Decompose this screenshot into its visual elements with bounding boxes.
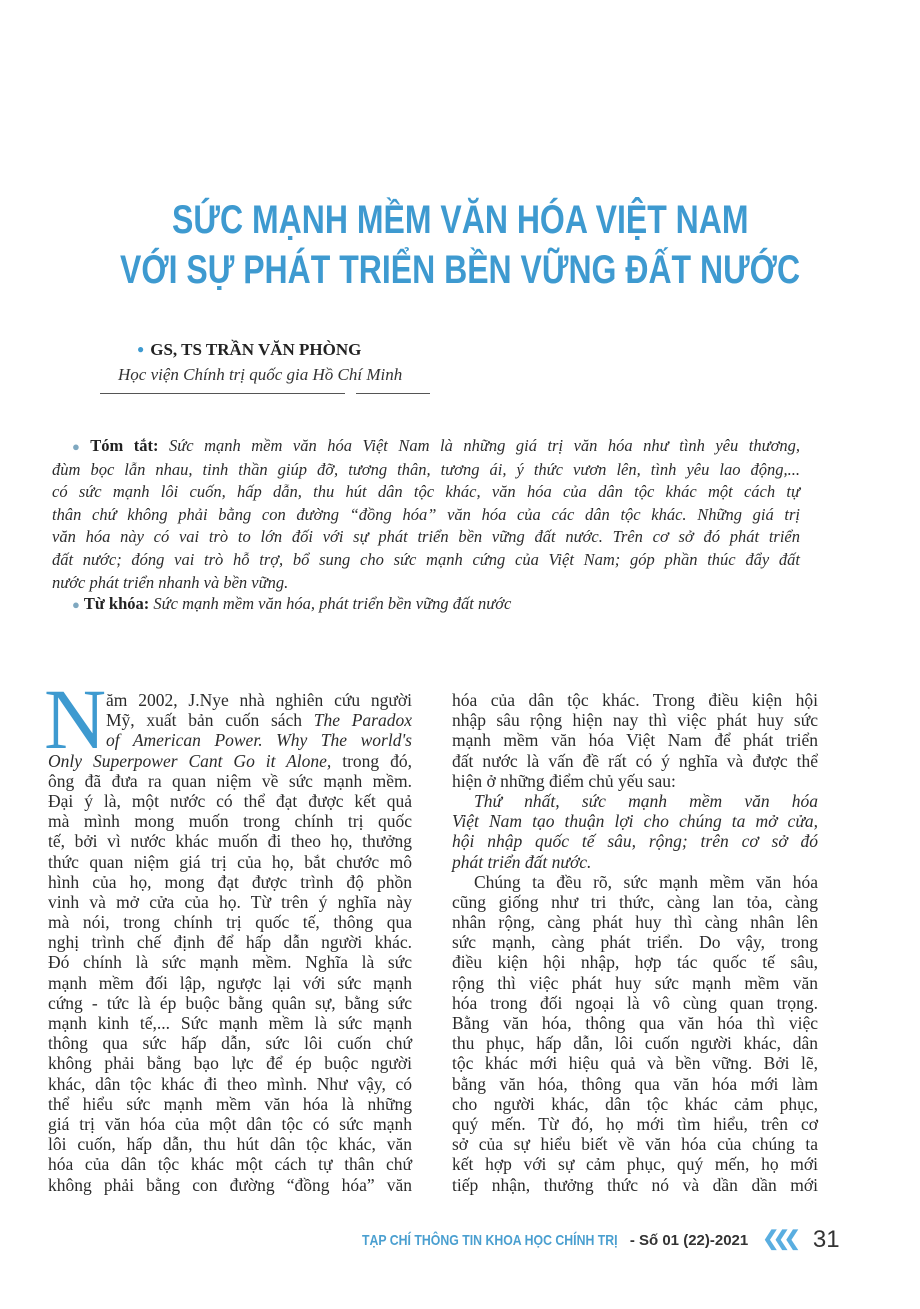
body-text: Chúng ta đều rõ, sức mạnh mềm văn hóa [474, 871, 818, 892]
body-line [48, 690, 412, 710]
body-text: Bằng văn hóa, thông qua văn hóa thì việc [452, 1013, 818, 1033]
body-text: of American Power. Why The world's [106, 730, 412, 751]
title-text: VỚI SỰ PHÁT TRIỂN BỀN VỮNG ĐẤT NƯỚC [119, 248, 801, 292]
body-right-column [452, 690, 818, 1195]
body-text: Đại ý là, một nước có thể đạt được kết quả [48, 790, 412, 811]
body-text: tiếp nhận, thưởng thức nó và dần dần mới [452, 1174, 818, 1195]
body-line [452, 710, 818, 730]
abstract-text: thân chứ không phải bằng con đường “đồng hóa” văn hóa của các dân tộc khác. Những giá trị [52, 504, 800, 524]
body-line [452, 1053, 818, 1073]
chevron-left-icon: ❮❮❮ [762, 1228, 795, 1250]
abstract-text: có sức mạnh lôi cuốn, hấp dẫn, thu hút dân tộc khác, văn hóa của dân tộc khác một cách tự [52, 482, 800, 502]
body-line [48, 1154, 412, 1174]
body-line [48, 1175, 412, 1195]
body-text: mạnh mềm đối lập, ngược lại với sức mạnh [48, 972, 412, 993]
bullet-icon: ● [137, 342, 145, 356]
abstract-line [52, 459, 800, 482]
body-text: nhập sâu rộng hiện nay thì việc phát huy sức [452, 710, 818, 731]
abstract-text: Sức mạnh mềm văn hóa Việt Nam là những giá trị văn hóa như tình yêu thương, [169, 436, 800, 455]
body-text: Only Superpower Cant Go it Alone, [48, 750, 332, 771]
body-text: thông qua sức hấp dẫn, sức lôi cuốn chứ [48, 1033, 412, 1054]
abstract-line [52, 572, 800, 595]
body-text: hiện ở những điểm chủ yếu sau: [452, 770, 676, 791]
body-line [452, 872, 818, 892]
author-name [137, 340, 361, 360]
body-line [48, 973, 412, 993]
body-line [48, 1053, 412, 1073]
body-text: Đó chính là sức mạnh mềm. Nghĩa là sức [48, 952, 412, 973]
body-text: mạnh mềm văn hóa Việt Nam để phát triển [452, 730, 818, 751]
body-line [48, 791, 412, 811]
abstract-line [52, 526, 800, 549]
body-text: cứng - tức là ép buộc bằng quân sự, bằng sức [48, 992, 412, 1013]
body-line [452, 1154, 818, 1174]
body-line [48, 1134, 412, 1154]
body-text: đất nước là vấn đề rất có ý nghĩa và được thể [452, 750, 818, 771]
body-text: vinh và mở cửa của họ. Từ trên ý nghĩa này [48, 891, 412, 912]
body-line [452, 973, 818, 993]
body-text: hóa của dân tộc khác. Trong điều kiện hội [452, 690, 818, 710]
body-line [452, 751, 818, 771]
body-line [48, 831, 412, 851]
body-line [48, 1033, 412, 1053]
body-line [48, 1074, 412, 1094]
body-line [48, 892, 412, 912]
title-text: SỨC MẠNH MỀM VĂN HÓA VIỆT NAM [171, 198, 749, 242]
body-line [452, 993, 818, 1013]
drop-cap: N [44, 671, 107, 767]
body-text: bằng văn hóa, thông qua văn hóa mới làm [452, 1073, 818, 1094]
issue-number: - Số 01 (22)-2021 [629, 1232, 749, 1249]
body-line [48, 751, 412, 771]
body-line [452, 1074, 818, 1094]
body-text: không phải bằng con đường “đồng hóa” văn [48, 1174, 412, 1195]
body-line [48, 1114, 412, 1134]
body-text: Mỹ, xuất bản cuốn sách [106, 710, 314, 731]
body-text: giá trị văn hóa của một dân tộc có sức mạnh [48, 1113, 412, 1134]
abstract-line [52, 435, 800, 459]
body-line [48, 771, 412, 791]
page-footer [362, 1226, 840, 1254]
body-line [452, 1013, 818, 1033]
body-text: sức mạnh, càng phát triển. Do vậy, trong [452, 932, 818, 953]
abstract-text: đất nước; đóng vai trò hỗ trợ, bổ sung cho sức mạnh cứng của Việt Nam; góp phần thúc đẩy đất [52, 549, 800, 569]
body-text: tộc khác mới hiệu quả và bền vững. Bởi lẽ, [452, 1053, 818, 1074]
author-affiliation: Học viện Chính trị quốc gia Hồ Chí Minh [118, 365, 403, 384]
abstract-line [52, 504, 800, 527]
body-text: lôi cuốn, hấp dẫn, thu hút dân tộc khác, văn [48, 1134, 412, 1155]
abstract-text: đùm bọc lẫn nhau, tinh thần giúp đỡ, tương thân, tương ái, ý thức vươn lên, tình yêu lao động,... [52, 459, 800, 479]
body-text: ông đã đưa ra quan niệm về sức mạnh mềm. [48, 770, 412, 791]
body-text: phát triển đất nước. [452, 851, 592, 872]
body-line [48, 912, 412, 932]
body-text: mà nói, trong chính trị quốc tế, thông qua [48, 912, 412, 933]
body-line [48, 1094, 412, 1114]
body-line [452, 932, 818, 952]
body-text: hóa trong đối ngoại là vô cùng quan trọng. [452, 992, 818, 1013]
body-text: mạnh kinh tế,... Sức mạnh mềm là sức mạnh [48, 1013, 412, 1033]
body-text: cũng giống như tri thức, càng lan tỏa, càng [452, 891, 818, 912]
divider [100, 393, 345, 394]
body-text: không phải bằng bạo lực để ép buộc người [48, 1053, 412, 1074]
body-line [452, 771, 818, 791]
body-line [452, 791, 818, 811]
body-line [48, 852, 412, 872]
body-line [452, 952, 818, 972]
body-text: Việt Nam tạo thuận lợi cho chúng ta mở cửa, [452, 811, 818, 832]
author-name-text: GS, TS TRẦN VĂN PHÒNG [150, 340, 362, 359]
abstract-line [52, 481, 800, 504]
keywords-text: Sức mạnh mềm văn hóa, phát triển bền vững đất nước [153, 594, 512, 613]
body-line [452, 1033, 818, 1053]
keywords-label: Từ khóa: [83, 594, 150, 613]
keywords-line [52, 593, 800, 617]
body-left-column [48, 690, 412, 1195]
body-text: nhân rộng, càng phát huy thì càng nhân lên [452, 912, 818, 933]
body-text: điều kiện hội nhập, hợp tác quốc tế sâu, [452, 952, 818, 973]
body-text: hội nhập quốc tế sâu, rộng; trên cơ sở đó [452, 831, 818, 852]
body-text: thể hiểu sức mạnh mềm văn hóa là những [48, 1093, 412, 1114]
abstract-text: văn hóa này có vai trò to lớn đối với sự phát triển bền vững đất nước. Trên cơ sở đó phát triển [52, 527, 800, 547]
article-title-line-1 [0, 196, 920, 244]
body-text: khác, dân tộc khác đi theo mình. Như vậy, có [48, 1073, 412, 1094]
body-line [48, 730, 412, 750]
page-number: 31 [812, 1226, 840, 1253]
abstract-text: nước phát triển nhanh và bền vững. [52, 572, 289, 592]
body-line [452, 730, 818, 750]
body-line [48, 952, 412, 972]
body-text: sở của sự hiểu biết về văn hóa của chúng ta [452, 1134, 818, 1155]
body-line [48, 872, 412, 892]
body-line [452, 912, 818, 932]
body-text: Thứ nhất, sức mạnh mềm văn hóa [474, 790, 818, 811]
body-line [48, 710, 412, 730]
keywords [52, 593, 800, 617]
body-text: thức quan niệm giá trị của họ, bắt chước mô [48, 851, 412, 872]
abstract-line [52, 549, 800, 572]
body-text: hóa của dân tộc khác một cách tự thân chứ [48, 1154, 412, 1175]
body-text: quý mến. Từ đó, họ mới tìm hiểu, trên cơ [452, 1113, 818, 1134]
bullet-icon: ● [72, 597, 80, 612]
abstract [52, 435, 800, 594]
body-text: rộng thì việc phát huy sức mạnh mềm văn [452, 972, 818, 993]
body-line [48, 1013, 412, 1033]
journal-name: TẠP CHÍ THÔNG TIN KHOA HỌC CHÍNH TRỊ [362, 1232, 618, 1249]
body-line [452, 852, 818, 872]
body-text: cho người khác, dân tộc khác cảm phục, [452, 1093, 818, 1114]
body-text: mà mình mong muốn trong chính trị quốc [48, 811, 412, 832]
body-line [48, 932, 412, 952]
body-line [48, 993, 412, 1013]
body-line [48, 811, 412, 831]
body-text: ăm 2002, J.Nye nhà nghiên cứu người [106, 690, 412, 710]
body-text: kết hợp với sự cảm phục, quý mến, họ mới [452, 1154, 818, 1175]
body-line [452, 1134, 818, 1154]
bullet-icon: ● [72, 439, 87, 454]
body-line [452, 892, 818, 912]
body-text: The Paradox [313, 710, 412, 731]
abstract-label: Tóm tắt: [90, 436, 159, 455]
body-text: trong đó, [331, 750, 412, 771]
body-line [452, 831, 818, 851]
body-line [452, 811, 818, 831]
article-title-line-2 [0, 246, 920, 294]
body-line [452, 1094, 818, 1114]
divider [356, 393, 430, 394]
body-text: tế, bởi vì nước khác muốn đi theo họ, thưởng [48, 831, 412, 852]
body-text: nghị trình chế định để hấp dẫn người khác. [48, 932, 412, 953]
body-text: hình của họ, mong đạt được trình độ phồn [48, 871, 412, 892]
body-line [452, 1175, 818, 1195]
body-line [452, 1114, 818, 1134]
body-line [452, 690, 818, 710]
body-text: thu phục, hấp dẫn, lôi cuốn người khác, dân [452, 1033, 818, 1054]
